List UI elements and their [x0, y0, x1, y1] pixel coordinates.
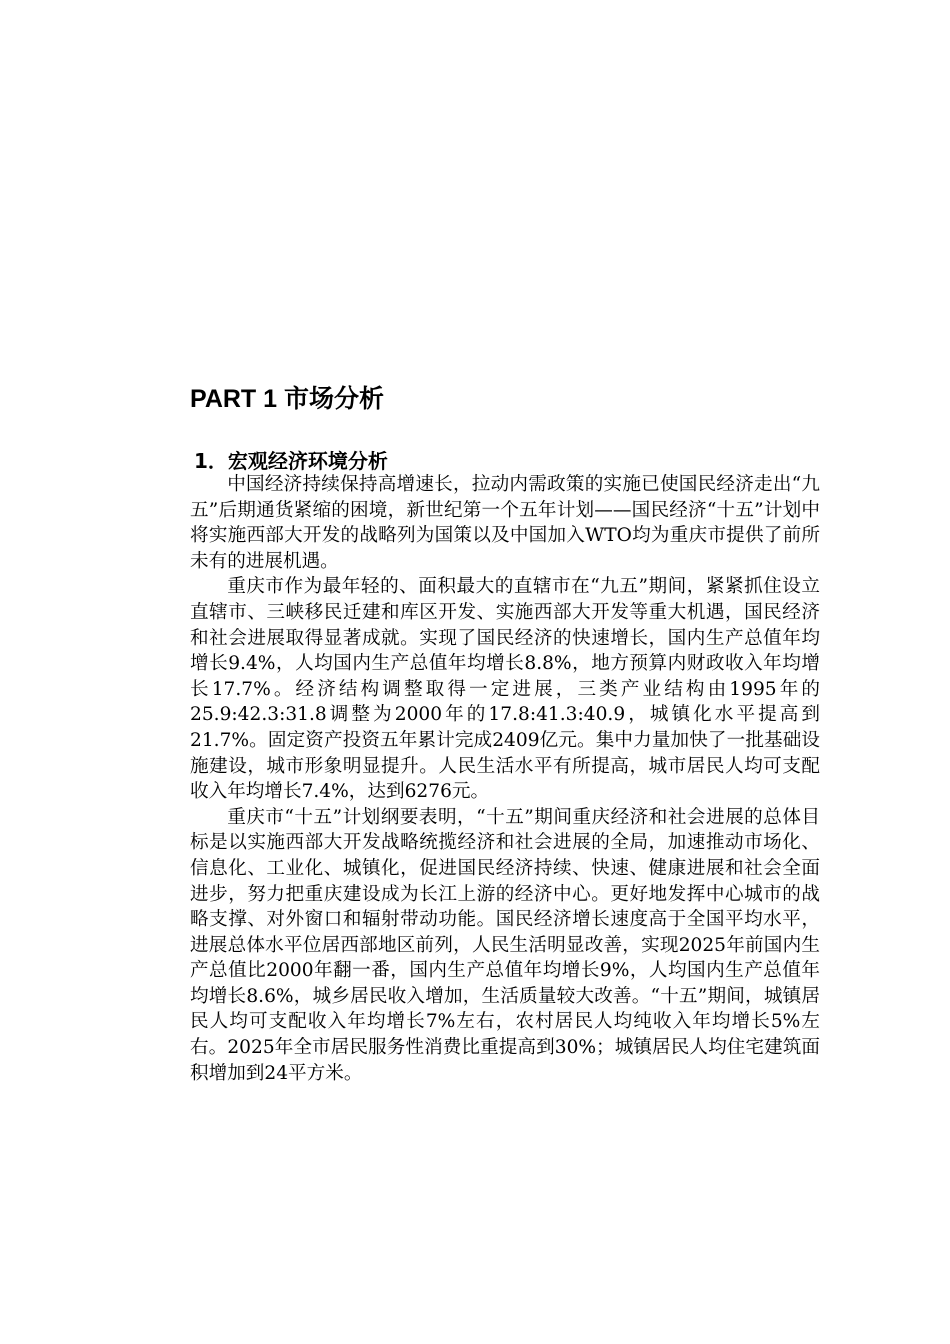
- section-heading: 1．宏观经济环境分析: [194, 449, 388, 473]
- part-title: PART 1 市场分析: [190, 385, 384, 413]
- paragraph-3: 重庆市“十五”计划纲要表明，“十五”期间重庆经济和社会进展的总体目标是以实施西部大开发战略统揽经济和社会进展的全局，加速推动市场化、信息化、工业化、城镇化，促进国民经济持续、快速、健康进展和社会全面进步，努力把重庆建设成为长江上游的经济中心。更好地发挥中心城市的战略支撑、对外窗口和辐射带动功能。国民经济增长速度高于全国平均水平，进展总体水平位居西部地区前列，人民生活明显改善，实现2025年前国内生产总值比2000年翻一番，国内生产总值年均增长9%，人均国内生产总值年均增长8.6%，城乡居民收入增加，生活质量较大改善。“十五”期间，城镇居民人均可支配收入年均增长7%左右，农村居民人均纯收入年均增长5%左右。2025年全市居民服务性消费比重提高到30%；城镇居民人均住宅建筑面积增加到24平方米。: [190, 806, 820, 1084]
- paragraph-1: 中国经济持续保持高增速长，拉动内需政策的实施已使国民经济走出“九五”后期通货紧缩的困境，新世纪第一个五年计划——国民经济“十五”计划中将实施西部大开发的战略列为国策以及中国加入WTO均为重庆市提供了前所未有的进展机遇。: [190, 474, 820, 572]
- body-text: [190, 472, 820, 1086]
- paragraph-2: 重庆市作为最年轻的、面积最大的直辖市在“九五”期间，紧紧抓住设立直辖市、三峡移民迁建和库区开发、实施西部大开发等重大机遇，国民经济和社会进展取得显著成就。实现了国民经济的快速增长，国内生产总值年均增长9.4%，人均国内生产总值年均增长8.8%，地方预算内财政收入年均增长17.7%。经济结构调整取得一定进展，三类产业结构由1995年的25.9:42.3:31.8调整为2000年的17.8:41.3:40.9，城镇化水平提高到21.7%。固定资产投资五年累计完成2409亿元。集中力量加快了一批基础设施建设，城市形象明显提升。人民生活水平有所提高，城市居民人均可支配收入年均增长7.4%，达到6276元。: [190, 576, 820, 803]
